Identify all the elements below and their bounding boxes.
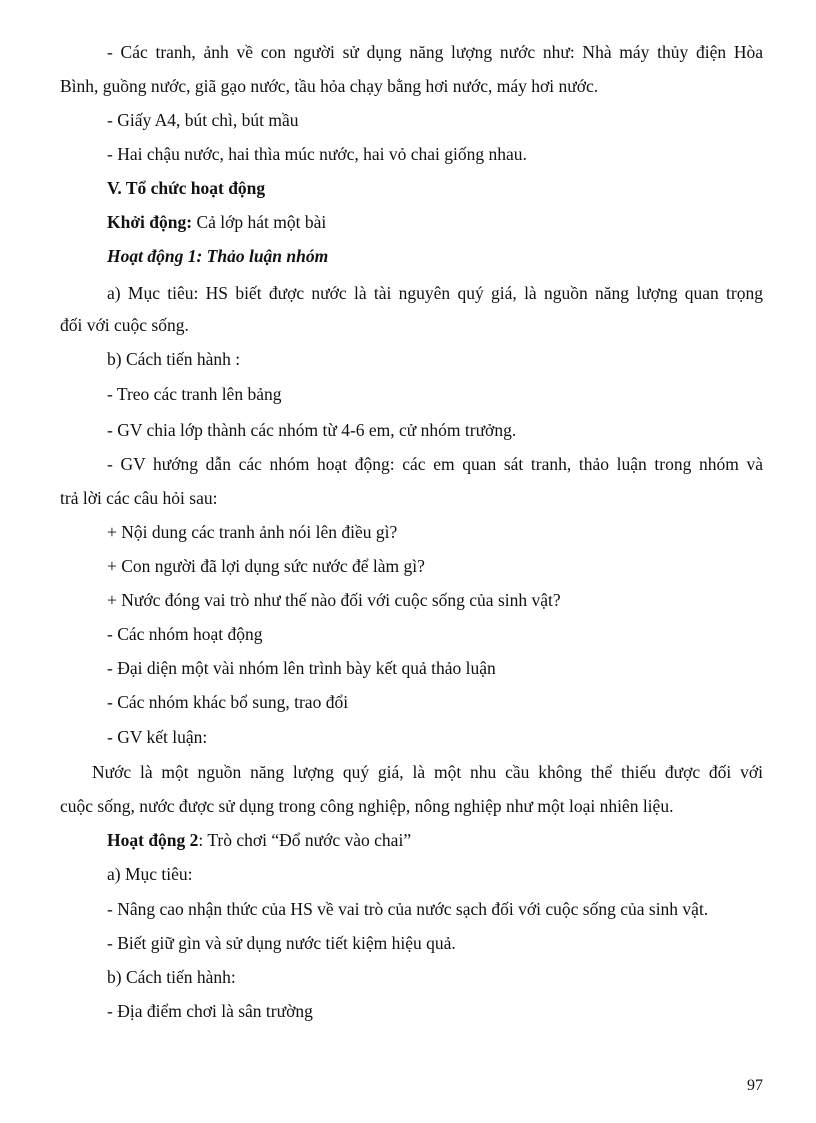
activity-heading: Hoạt động 1: Thảo luận nhóm [107,246,329,266]
paragraph-line: a) Mục tiêu: [107,864,193,884]
paragraph-line: - Địa điểm chơi là sân trường [107,1001,313,1021]
question-line: + Nội dung các tranh ảnh nói lên điều gì? [107,522,398,542]
paragraph-line: trả lời các câu hỏi sau: [60,488,218,508]
paragraph-line [107,210,763,234]
label-bold: Khởi động: [107,212,193,232]
paragraph-line: Bình, guồng nước, giã gạo nước, tầu hỏa chạy bằng hơi nước, máy hơi nước. [60,76,599,96]
conclusion-line: cuộc sống, nước được sử dụng trong công nghiệp, nông nghiệp như một loại nhiên liệu. [60,796,674,816]
paragraph-line: - Hai chậu nước, hai thìa múc nước, hai vỏ chai giống nhau. [107,144,527,164]
label-bold: Hoạt động 2 [107,830,199,850]
paragraph-line: - Giấy A4, bút chì, bút mầu [107,110,299,130]
label-rest: Cả lớp hát một bài [192,212,327,232]
section-heading: V. Tổ chức hoạt động [107,178,266,198]
conclusion-line: Nước là một nguồn năng lượng quý giá, là một nhu cầu không thể thiếu được đối với [92,762,763,782]
paragraph-line: b) Cách tiến hành: [107,967,236,987]
paragraph-line: đối với cuộc sống. [60,315,189,335]
label-rest: : Trò chơi “Đổ nước vào chai” [198,830,412,850]
paragraph-line: - Biết giữ gìn và sử dụng nước tiết kiệm hiệu quả. [107,933,456,953]
question-line: + Con người đã lợi dụng sức nước để làm gì? [107,556,425,576]
paragraph-line: b) Cách tiến hành : [107,349,241,369]
paragraph-line: - GV hướng dẫn các nhóm hoạt động: các em quan sát tranh, thảo luận trong nhóm và [107,454,763,474]
paragraph-line: - Đại diện một vài nhóm lên trình bày kết quả thảo luận [107,658,496,678]
page-number: 97 [747,1077,763,1094]
paragraph-line: - Nâng cao nhận thức của HS về vai trò của nước sạch đối với cuộc sống của sinh vật. [107,899,709,919]
paragraph-line [107,828,763,852]
paragraph-line: a) Mục tiêu: HS biết được nước là tài nguyên quý giá, là nguồn năng lượng quan trọng [107,283,763,303]
question-line: + Nước đóng vai trò như thế nào đối với cuộc sống của sinh vật? [107,590,561,610]
paragraph-line: - GV kết luận: [107,727,208,747]
paragraph-line: - Treo các tranh lên bảng [107,384,282,404]
paragraph-line: - Các tranh, ảnh về con người sử dụng năng lượng nước như: Nhà máy thủy điện Hòa [107,42,763,62]
paragraph-line: - Các nhóm hoạt động [107,624,263,644]
paragraph-line: - GV chia lớp thành các nhóm từ 4-6 em, cử nhóm trưởng. [107,420,517,440]
paragraph-line: - Các nhóm khác bổ sung, trao đổi [107,692,349,712]
